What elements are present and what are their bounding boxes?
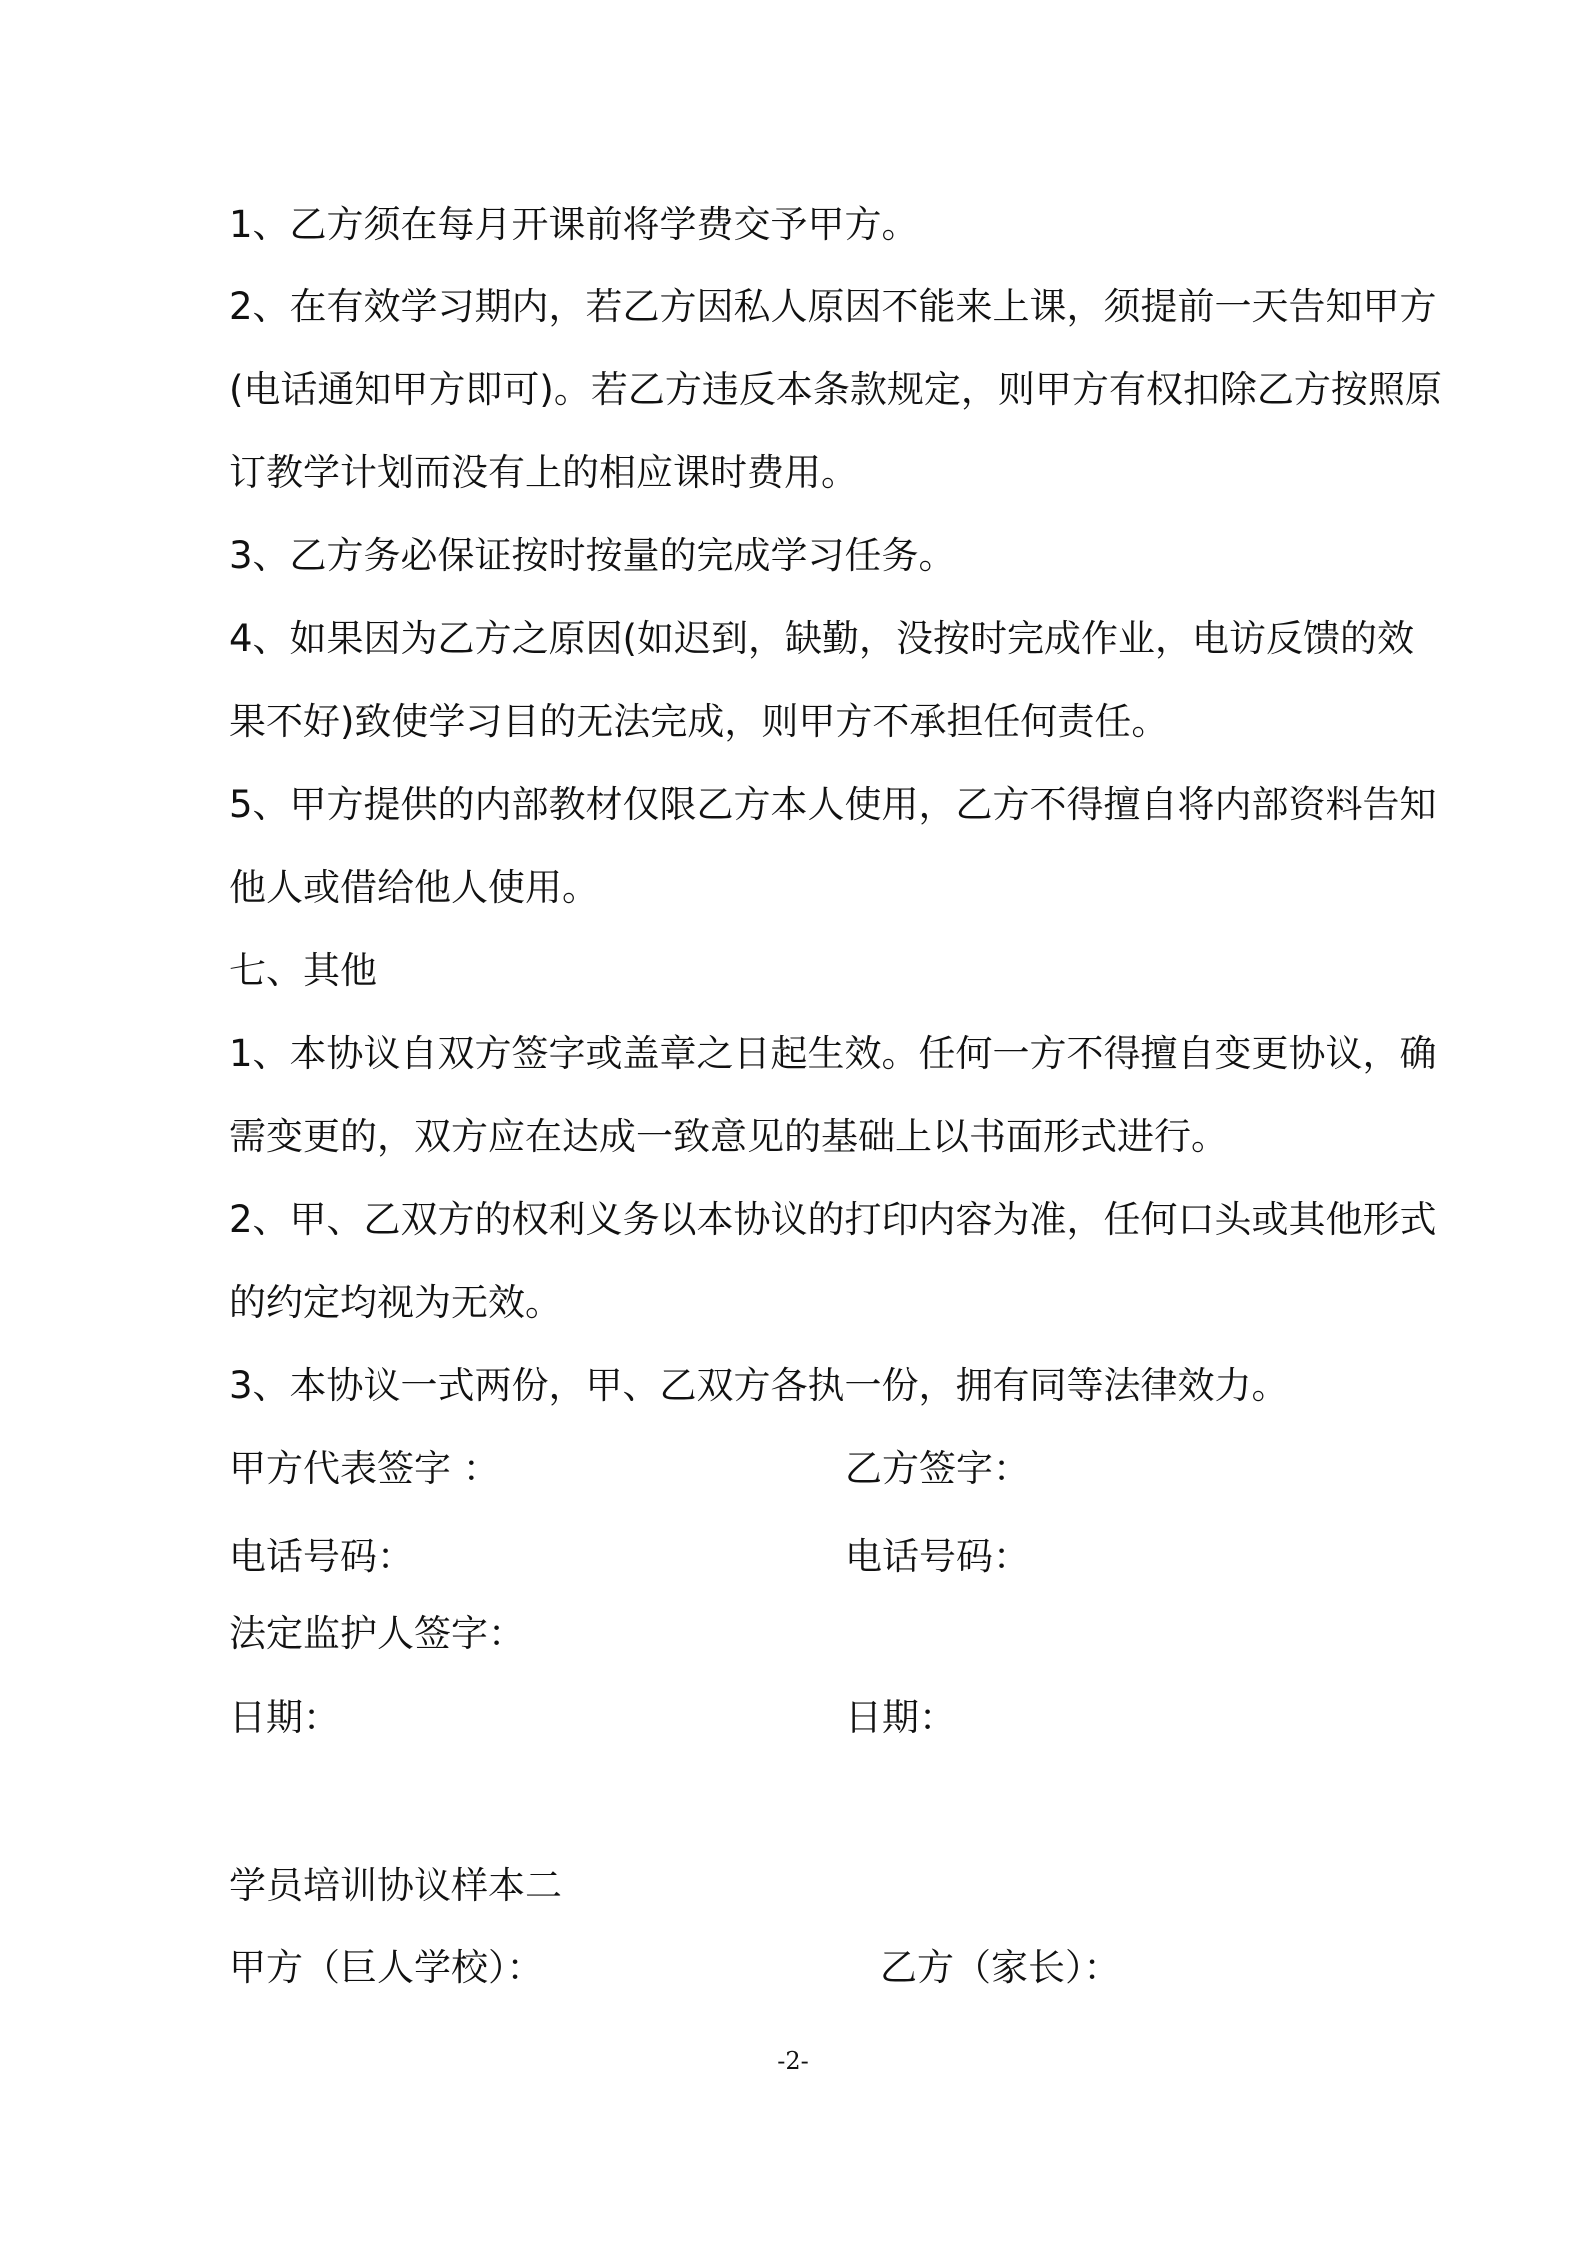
party-a-rep-sign-label: 甲方代表签字 ：: [229, 1447, 500, 1490]
clause-line: 2、甲、乙双方的权利义务以本协议的打印内容为准，任何口头或其他形式: [229, 1198, 1437, 1241]
clause-line: 3、乙方务必保证按时按量的完成学习任务。: [229, 534, 956, 577]
section-heading: 七、其他: [229, 949, 377, 992]
phone-a-label: 电话号码：: [229, 1535, 414, 1578]
clause-line: (电话通知甲方即可)。若乙方违反本条款规定，则甲方有权扣除乙方按照原: [229, 368, 1442, 411]
clause-line: 订教学计划而没有上的相应课时费用。: [229, 451, 858, 494]
date-b-label: 日期：: [845, 1696, 956, 1739]
date-a-label: 日期：: [229, 1696, 340, 1739]
sample-title: 学员培训协议样本二: [229, 1864, 562, 1907]
clause-line: 5、甲方提供的内部教材仅限乙方本人使用，乙方不得擅自将内部资料告知: [229, 783, 1437, 826]
clause-line: 他人或借给他人使用。: [229, 866, 599, 909]
clause-line: 果不好)致使学习目的无法完成，则甲方不承担任何责任。: [229, 700, 1169, 743]
clause-line: 1、乙方须在每月开课前将学费交予甲方。: [229, 203, 919, 246]
clause-line: 2、在有效学习期内，若乙方因私人原因不能来上课，须提前一天告知甲方: [229, 285, 1437, 328]
phone-b-label: 电话号码：: [845, 1535, 1030, 1578]
clause-line: 3、本协议一式两份，甲、乙双方各执一份，拥有同等法律效力。: [229, 1364, 1289, 1407]
guardian-sign-label: 法定监护人签字：: [229, 1612, 525, 1655]
clause-line: 4、如果因为乙方之原因(如迟到，缺勤，没按时完成作业，电访反馈的效: [229, 617, 1414, 660]
page-number: -2-: [777, 2047, 809, 2075]
clause-line: 需变更的，双方应在达成一致意见的基础上以书面形式进行。: [229, 1115, 1228, 1158]
party-a-label: 甲方（巨人学校）：: [229, 1946, 544, 1989]
clause-line: 1、本协议自双方签字或盖章之日起生效。任何一方不得擅自变更协议，确: [229, 1032, 1437, 1075]
party-b-label: 乙方（家长）：: [880, 1946, 1121, 1989]
clause-line: 的约定均视为无效。: [229, 1281, 562, 1324]
party-b-sign-label: 乙方签字：: [845, 1447, 1030, 1490]
